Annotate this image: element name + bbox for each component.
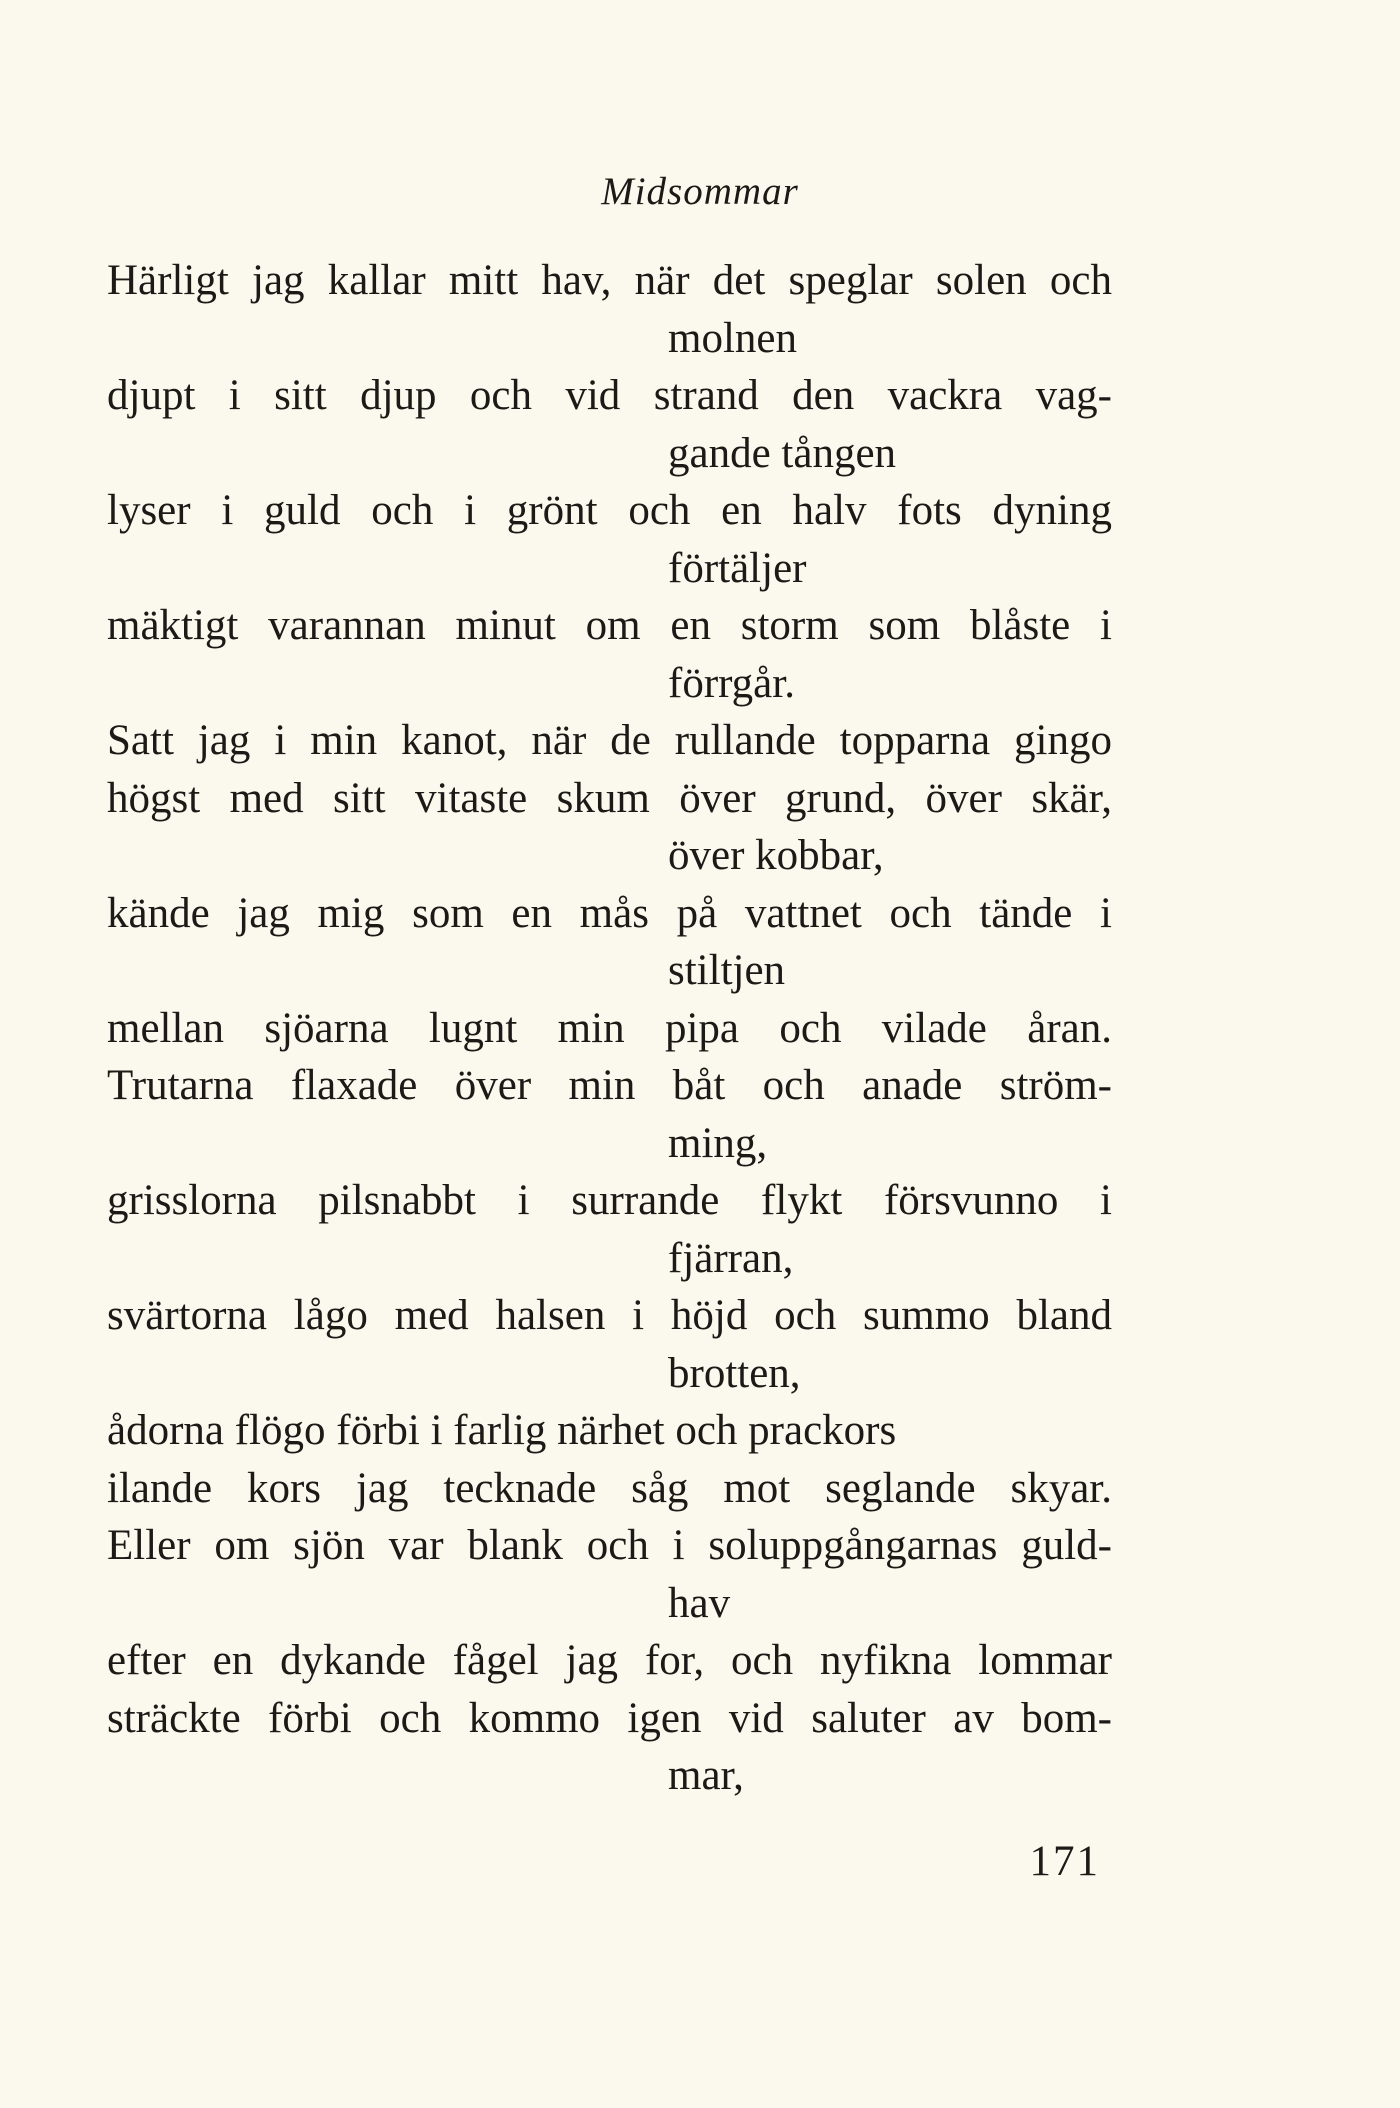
poem-line: Eller om sjön var blank och i soluppgångarnas guld- [107,1522,1112,1569]
poem-line: efter en dykande fågel jag for, och nyfikna lommar [107,1637,1112,1684]
poem-line: mellan sjöarna lugnt min pipa och vilade åran. [107,1004,1112,1052]
poem-line: Härligt jag kallar mitt hav, när det speglar solen och [107,257,1112,304]
poem-line-continuation: stiltjen [668,947,786,994]
poem-line-continuation: över kobbar, [668,832,884,879]
poem-line: lyser i guld och i grönt och en halv fots dyning [107,487,1112,534]
poem-line: Satt jag i min kanot, när de rullande topparna gingo [107,717,1112,764]
poem-text [107,252,1112,1805]
poem-line: sträckte förbi och kommo igen vid saluter av bom- [107,1694,1112,1742]
poem-line-continuation: brotten, [668,1349,801,1397]
poem-line: kände jag mig som en mås på vattnet och tände i [107,889,1112,937]
poem-line-continuation: gande tången [668,429,897,477]
page-number: 171 [1029,1838,1100,1885]
poem-line-continuation: fjärran, [668,1234,794,1282]
poem-line: Trutarna flaxade över min båt och anade ström- [107,1062,1112,1109]
poem-line: ilande kors jag tecknade såg mot seglande skyar. [107,1464,1112,1512]
poem-title: Midsommar [601,170,799,213]
poem-line-continuation: ming, [668,1119,768,1167]
poem-line-continuation: molnen [668,314,797,362]
poem-line: högst med sitt vitaste skum över grund, över skär, [107,774,1112,822]
poem-line: grisslorna pilsnabbt i surrande flykt försvunno i [107,1177,1112,1224]
poem-line-continuation: mar, [668,1752,744,1799]
poem-line-continuation: hav [668,1579,731,1627]
poem-line-continuation: förtäljer [668,544,807,592]
poem-line: djupt i sitt djup och vid strand den vackra vag- [107,372,1112,419]
poem-line: mäktigt varannan minut om en storm som blåste i [107,602,1112,649]
poem-line: svärtorna lågo med halsen i höjd och summo bland [107,1292,1112,1339]
poem-line-continuation: förrgår. [668,659,795,707]
poem-line: ådorna flögo förbi i farlig närhet och prackors [107,1407,897,1454]
